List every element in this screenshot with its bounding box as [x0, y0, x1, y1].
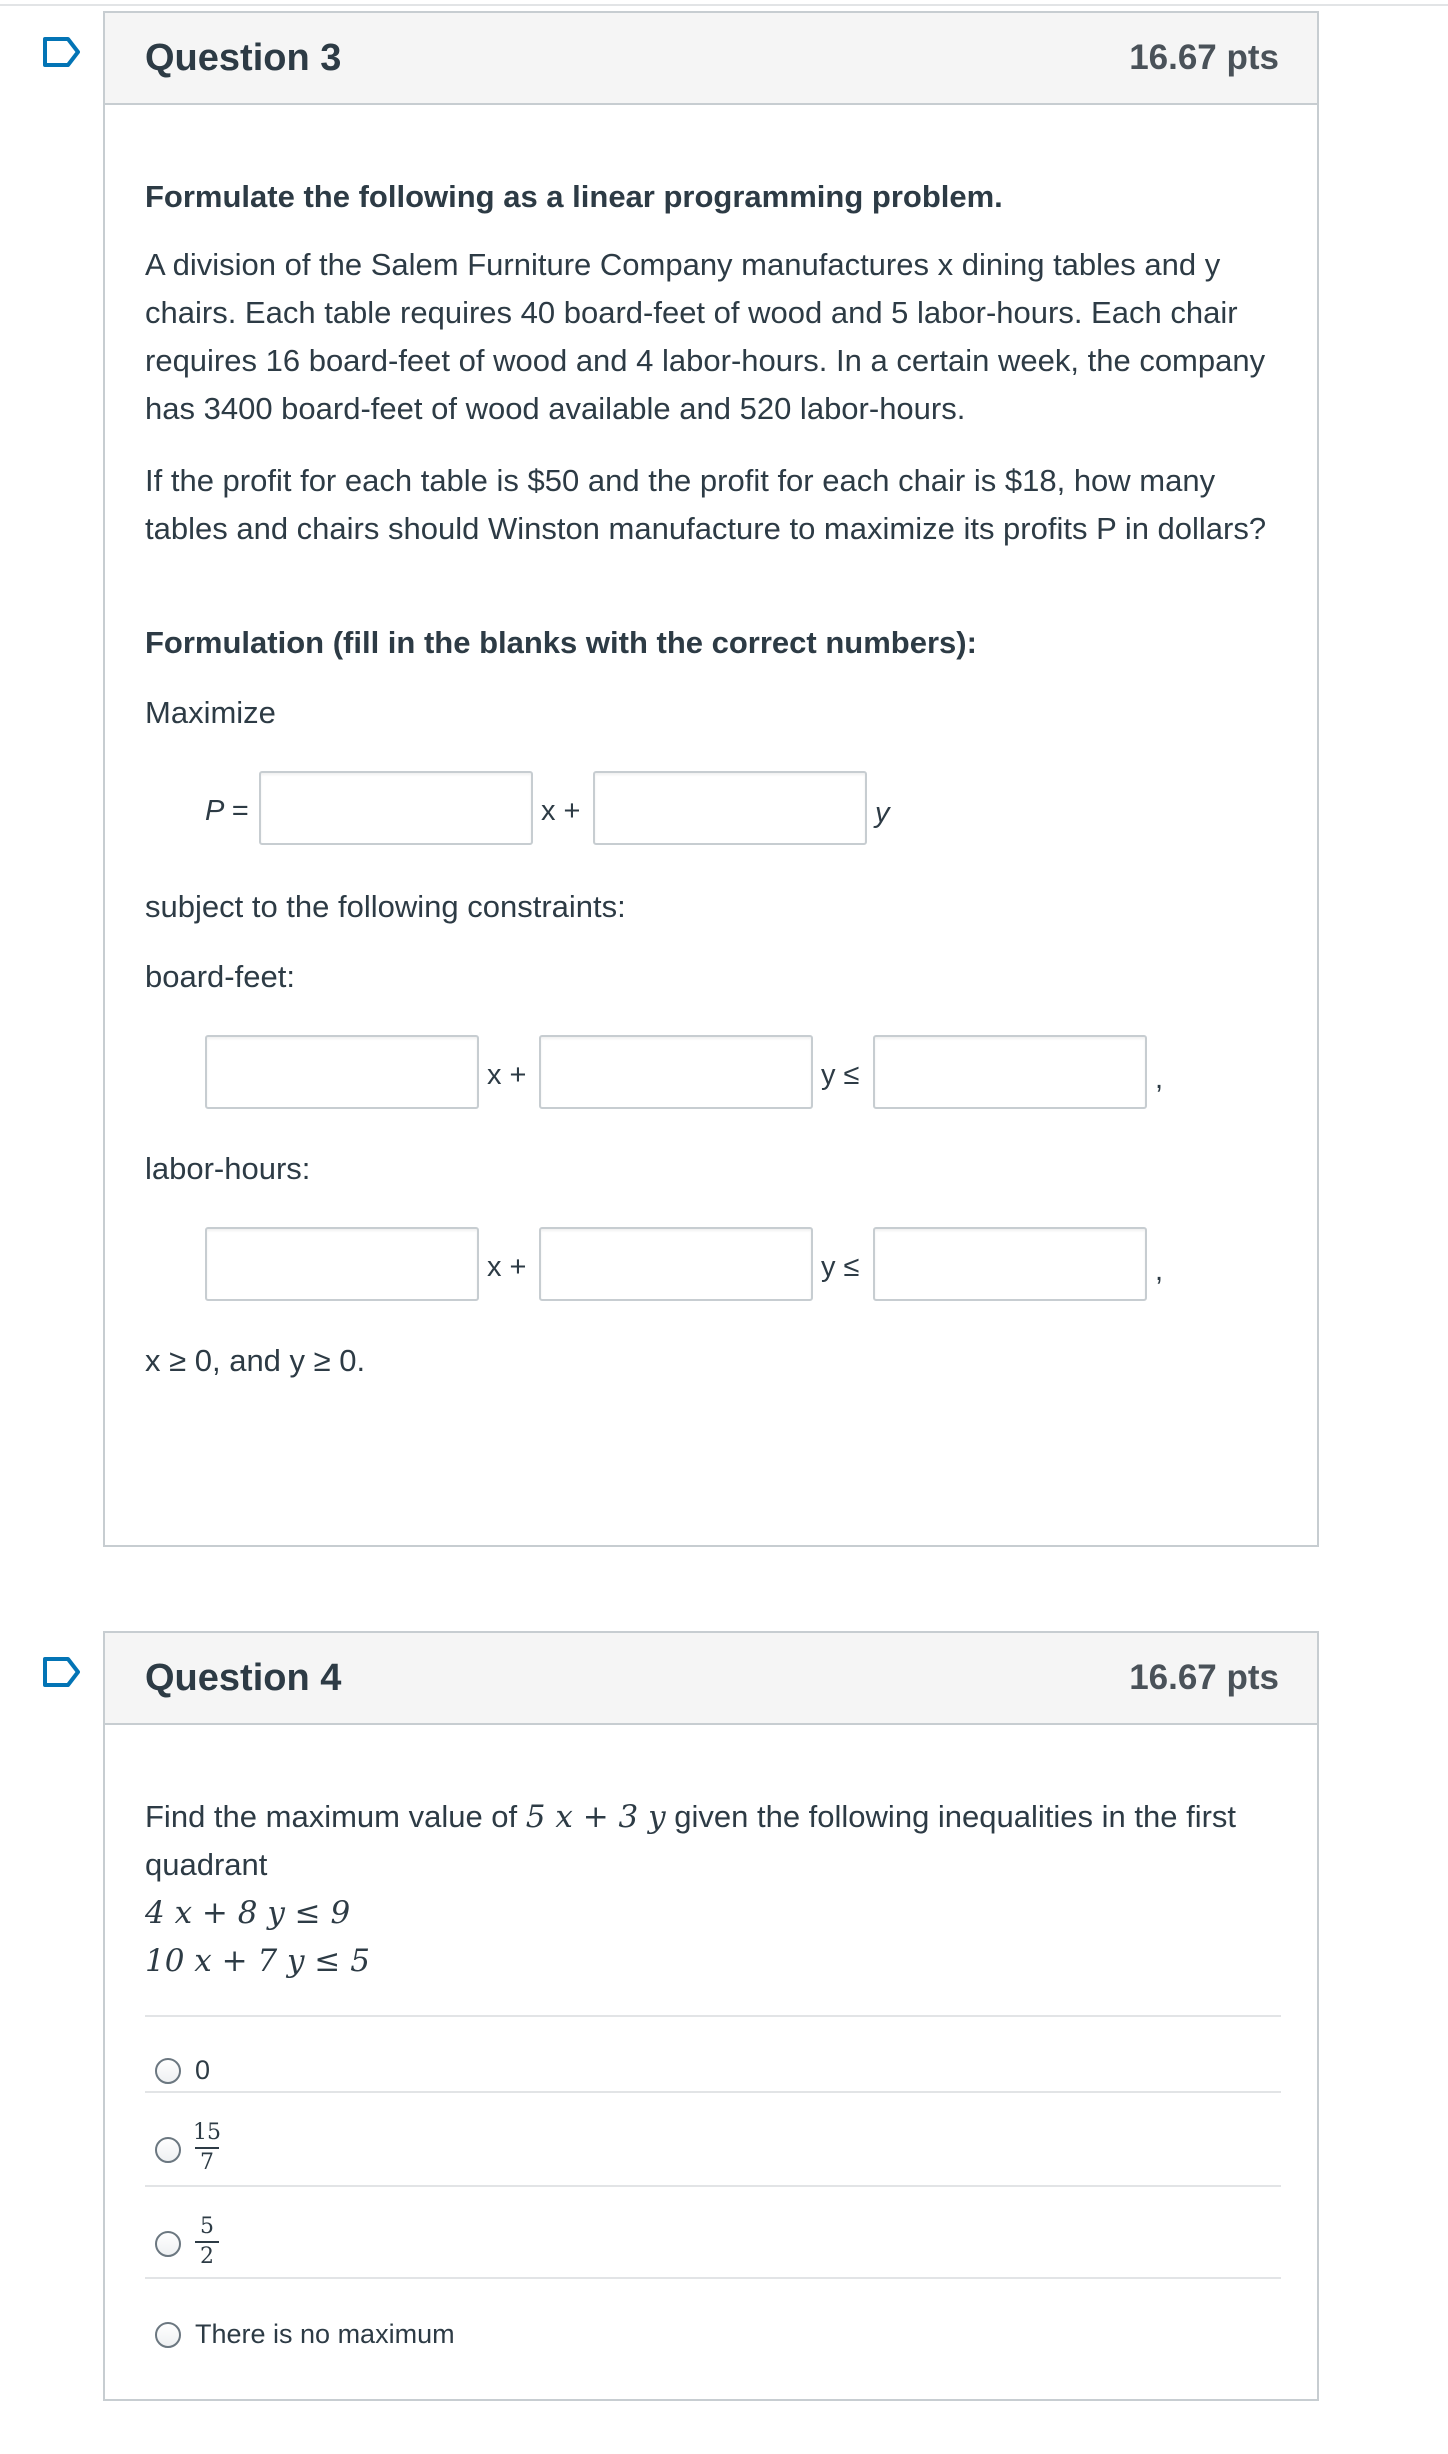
- board-feet-x-coefficient-input[interactable]: [205, 1035, 479, 1109]
- board-feet-y-coefficient-input[interactable]: [539, 1035, 813, 1109]
- question-points: 16.67 pts: [1129, 1658, 1279, 1697]
- top-rule: [0, 4, 1448, 6]
- question-points: 16.67 pts: [1129, 38, 1279, 77]
- problem-paragraph-2: If the profit for each table is $50 and the profit for each chair is $18, how many tables and chairs should Winston manufacture to maximize its profits P in dollars?: [145, 463, 1267, 546]
- objective-y-label: y: [875, 797, 890, 829]
- answer-radio-1[interactable]: [155, 2058, 181, 2084]
- question-3-card: [103, 11, 1319, 1547]
- fraction-bar: [195, 2241, 219, 2243]
- board-feet-x-label: x +: [487, 1059, 527, 1091]
- fraction-bar: [195, 2147, 219, 2149]
- inequality-2: 10 x + 7 y ≤ 5: [145, 1943, 370, 1979]
- flag-question-icon[interactable]: [42, 36, 82, 68]
- objective-y-coefficient-input[interactable]: [593, 771, 867, 845]
- labor-hours-x-label: x +: [487, 1251, 527, 1283]
- answer-fraction-2[interactable]: [189, 2121, 225, 2175]
- question-title: Question 3: [145, 36, 342, 79]
- question-prompt: [145, 1793, 1285, 1889]
- answer-label-1[interactable]: 0: [195, 2055, 211, 2085]
- board-feet-label: board-feet:: [145, 959, 295, 994]
- labor-hours-x-coefficient-input[interactable]: [205, 1227, 479, 1301]
- maximize-label: Maximize: [145, 695, 276, 730]
- answer-fraction-3[interactable]: [189, 2215, 225, 2269]
- answer-divider: [145, 2091, 1281, 2093]
- question-4-header: [105, 1633, 1317, 1725]
- prompt-before: Find the maximum value of: [145, 1799, 518, 1834]
- board-feet-limit-input[interactable]: [873, 1035, 1147, 1109]
- objective-x-label: x +: [541, 795, 581, 827]
- labor-hours-comma: ,: [1155, 1255, 1164, 1287]
- board-feet-comma: ,: [1155, 1063, 1164, 1095]
- objective-p-label: P =: [205, 795, 249, 827]
- answer-radio-3[interactable]: [155, 2231, 181, 2257]
- fraction-numerator: 5: [200, 2214, 214, 2239]
- constraints-heading: subject to the following constraints:: [145, 889, 626, 924]
- prompt-after: given the following inequalities in the first quadrant: [145, 1799, 1237, 1882]
- fraction-numerator: 15: [193, 2120, 221, 2145]
- flag-question-icon[interactable]: [42, 1656, 82, 1688]
- answer-divider: [145, 2185, 1281, 2187]
- fraction-denominator: 7: [200, 2150, 214, 2175]
- prompt-expression: 5 x + 3 y: [525, 1799, 666, 1835]
- answer-divider: [145, 2015, 1281, 2017]
- formulation-heading: Formulation (fill in the blanks with the correct numbers):: [145, 625, 977, 660]
- inequality-1: 4 x + 8 y ≤ 9: [145, 1895, 351, 1931]
- fraction-denominator: 2: [200, 2244, 214, 2269]
- labor-hours-label: labor-hours:: [145, 1151, 311, 1186]
- labor-hours-limit-input[interactable]: [873, 1227, 1147, 1301]
- question-4-card: [103, 1631, 1319, 2401]
- question-3-header: [105, 13, 1317, 105]
- problem-paragraph-1: A division of the Salem Furniture Company manufactures x dining tables and y chairs. Each table requires 40 board-feet of wood and 5 labor-hours. Each chair requires 16 board-feet of wood and 4 labor-hours. In a certain week, the company has 3400 board-feet of wood available and 520 labor-hours.: [145, 247, 1266, 426]
- nonnegativity-constraint: x ≥ 0, and y ≥ 0.: [145, 1343, 366, 1378]
- answer-label-4[interactable]: There is no maximum: [195, 2319, 455, 2349]
- question-title: Question 4: [145, 1656, 342, 1699]
- answer-radio-4[interactable]: [155, 2322, 181, 2348]
- labor-hours-y-coefficient-input[interactable]: [539, 1227, 813, 1301]
- labor-hours-y-label: y ≤: [821, 1251, 860, 1283]
- board-feet-y-label: y ≤: [821, 1059, 860, 1091]
- objective-x-coefficient-input[interactable]: [259, 771, 533, 845]
- answer-divider: [145, 2277, 1281, 2279]
- problem-heading: Formulate the following as a linear programming problem.: [145, 179, 1003, 214]
- answer-radio-2[interactable]: [155, 2137, 181, 2163]
